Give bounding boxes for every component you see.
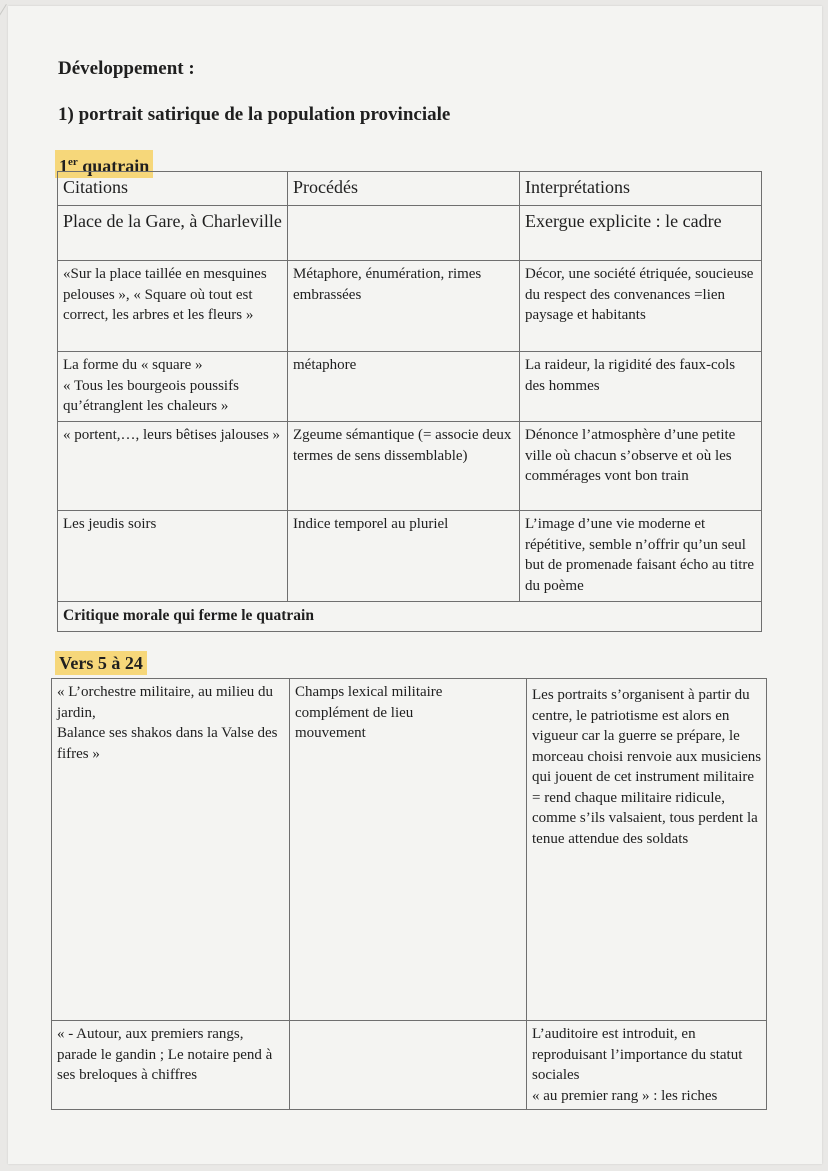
interpretation-cell: Décor, une société étriquée, soucieuse du respect des convenances =lien paysage et habitants [520, 261, 762, 352]
procede-cell: Indice temporel au pluriel [288, 511, 520, 602]
table-header-row [58, 172, 762, 206]
procede-cell: Zgeume sémantique (= associe deux termes de sens dissemblable) [288, 422, 520, 511]
label-verses: Vers 5 à 24 [55, 651, 147, 675]
citation-cell: « portent,…, leurs bêtises jalouses » [58, 422, 288, 511]
label-num: 1 [59, 156, 68, 176]
citation-cell: Place de la Gare, à Charleville [58, 206, 288, 261]
header-interpretations: Interprétations [520, 172, 762, 206]
header-procedes: Procédés [288, 172, 520, 206]
citation-cell: «Sur la place taillée en mesquines pelouses », « Square où tout est correct, les arbres et les fleurs » [58, 261, 288, 352]
interpretation-cell: L’auditoire est introduit, en reproduisant l’importance du statut sociales « au premier rang » : les riches [527, 1021, 767, 1110]
citation-cell: Les jeudis soirs [58, 511, 288, 602]
procede-cell [290, 1021, 527, 1110]
interpretation-cell: L’image d’une vie moderne et répétitive, semble n’offrir qu’un seul but de promenade faisant écho au titre du poème [520, 511, 762, 602]
heading: Développement : [58, 58, 195, 79]
interpretation-cell: Les portraits s’organisent à partir du centre, le patriotisme est alors en vigueur car la guerre se prépare, le morceau choisi renvoie aux musiciens qui jouent de cet instrument militaire = rend chaque militaire ridicule, comme s’ils valsaient, tous perdent la tenue attendue des soldats [527, 679, 767, 1021]
table-row [58, 511, 762, 602]
label-rest: quatrain [77, 156, 150, 176]
table-row [58, 206, 762, 261]
interpretation-cell: Dénonce l’atmosphère d’une petite ville où chacun s’observe et où les commérages vont bon train [520, 422, 762, 511]
procede-cell: Champs lexical militaire complément de lieu mouvement [290, 679, 527, 1021]
procede-cell: Métaphore, énumération, rimes embrassées [288, 261, 520, 352]
footer-cell: Critique morale qui ferme le quatrain [58, 602, 762, 632]
table-row [58, 261, 762, 352]
label-sup: er [68, 156, 78, 168]
table-row [52, 679, 767, 1021]
table-row [58, 422, 762, 511]
interpretation-cell: Exergue explicite : le cadre [520, 206, 762, 261]
table-row [52, 1021, 767, 1110]
verses-table [51, 678, 767, 1110]
table-footer-row [58, 602, 762, 632]
citation-cell: « - Autour, aux premiers rangs, parade le gandin ; Le notaire pend à ses breloques à chiffres [52, 1021, 290, 1110]
citation-cell: La forme du « square » « Tous les bourgeois poussifs qu’étranglent les chaleurs » [58, 352, 288, 422]
section-title: 1) portrait satirique de la population provinciale [58, 104, 451, 125]
header-citations: Citations [58, 172, 288, 206]
quatrain-table [57, 171, 762, 632]
procede-cell [288, 206, 520, 261]
procede-cell: métaphore [288, 352, 520, 422]
table-row [58, 352, 762, 422]
citation-cell: « L’orchestre militaire, au milieu du jardin, Balance ses shakos dans la Valse des fifres » [52, 679, 290, 1021]
interpretation-cell: La raideur, la rigidité des faux-cols des hommes [520, 352, 762, 422]
